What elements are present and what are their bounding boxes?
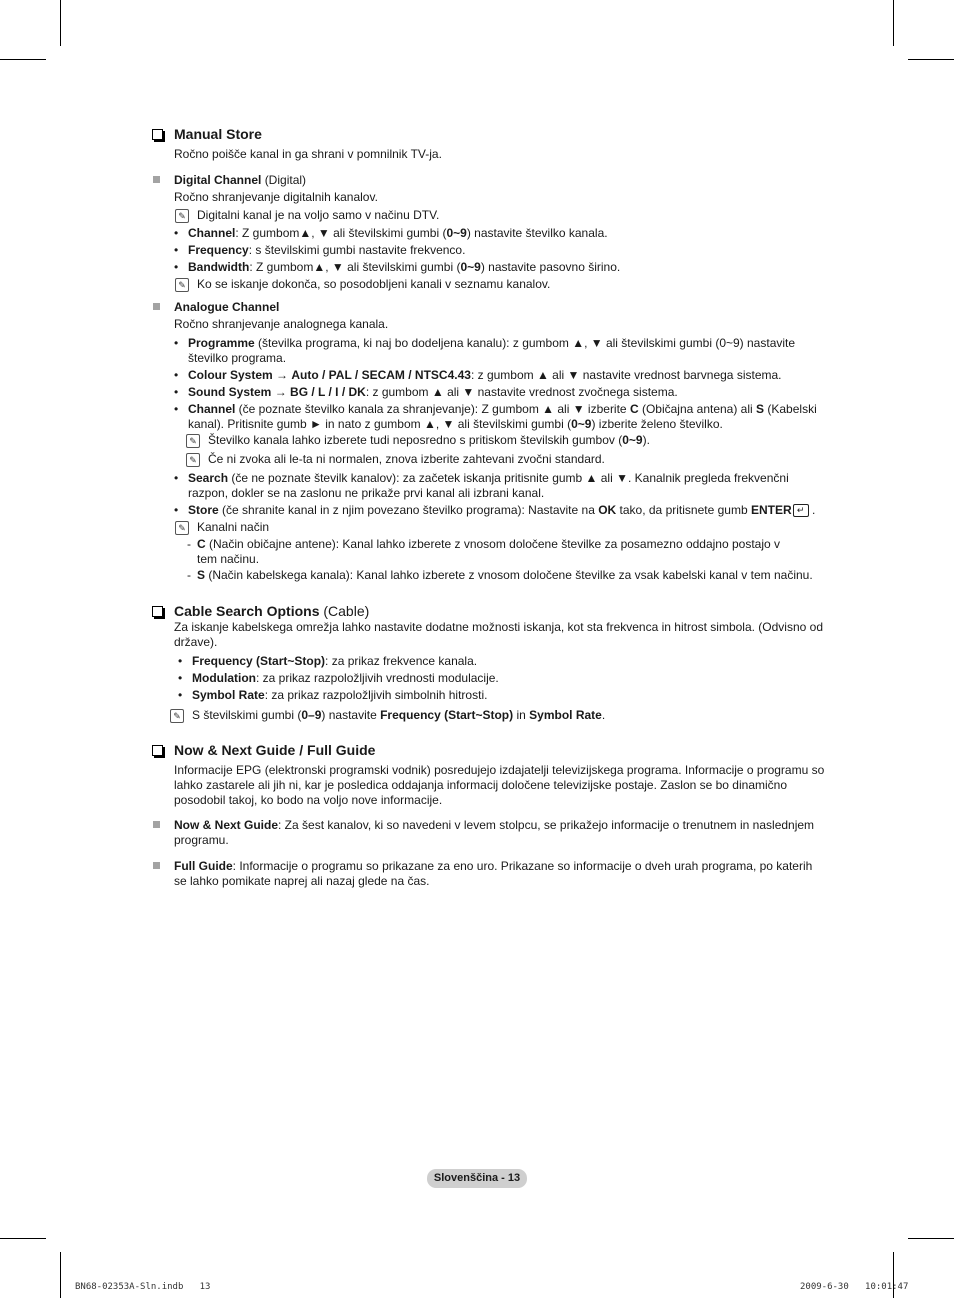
bullet-symbol-rate: • Symbol Rate: za prikaz razpoložljivih simbolnih hitrosti. [178, 688, 488, 702]
checkbox-square-icon [152, 745, 163, 756]
imprint-file: BN68-02353A-Sln.indb 13 [75, 1282, 211, 1292]
section-manual-store-heading: Manual Store [152, 126, 262, 143]
crop-mark [908, 59, 954, 60]
square-bullet-icon [153, 862, 160, 869]
full-guide-item: Full Guide: Informacije o programu so prikazane za eno uro. Prikazane so informacije o dveh urah programa, po katerih se lahko pomikate naprej ali nazaj glede na čas. [174, 859, 813, 888]
cable-search-desc: Za iskanje kabelskega omrežja lahko nastavite dodatne možnosti iskanja, kot sta frekvenca in hitrost simbola. (Odvisno od države). [174, 620, 823, 649]
digital-note-2: ✎ Ko se iskanje dokonča, so posodobljeni kanali v seznamu kanalov. [197, 277, 550, 292]
enter-icon: ↵ [793, 504, 809, 517]
channel-note-2: ✎ Če ni zvoka ali le-ta ni normalen, znova izberite zahtevani zvočni standard. [208, 452, 605, 467]
guide-desc: Informacije EPG (elektronski programski vodnik) posredujejo izdajatelji televizijskega programa. Informacije o programu so lahko zastarele ali jih ni, kar je posledica oddajanja informacij določene televizijske postaje. Zaslon se bo dinamično posodobil takoj, ko bodo na voljo nove informacije. [174, 763, 825, 807]
crop-mark [908, 1238, 954, 1239]
note-icon: ✎ [186, 434, 200, 448]
bullet-analogue-channel: • Channel (če poznate številko kanala za shranjevanje): Z gumbom ▲ ali ▼ izberite C (Običajna antena) ali S (Kabelski kanal). Pritisnite gumb ► in nato z gumbom ▲, ▼ ali številskimi gumbi (0~9) izberite želeno številko. [174, 402, 817, 431]
imprint-date: 2009-6-30 10:01:47 [800, 1282, 909, 1292]
channel-mode-note: ✎ Kanalni način [197, 520, 269, 535]
channel-note-1: ✎ Številko kanala lahko izberete tudi neposredno s pritiskom številskih gumbov (0~9). [208, 433, 650, 448]
bullet-search: • Search (če ne poznate številk kanalov): za začetek iskanja pritisnite gumb ▲ ali ▼. Kanalnik pregleda frekvenčni razpon, dokler se na zaslonu ne prikaže prvi kanal ali izbrani kanal. [174, 471, 789, 500]
note-icon: ✎ [170, 709, 184, 723]
now-next-guide-item: Now & Next Guide: Za šest kanalov, ki so navedeni v levem stolpcu, se prikažejo informacije o trenutnem in naslednjem programu. [174, 818, 815, 847]
crop-mark [893, 0, 894, 46]
digital-note: ✎ Digitalni kanal je na voljo samo v načinu DTV. [197, 208, 439, 223]
note-icon: ✎ [175, 278, 189, 292]
bullet-bandwidth: • Bandwidth: Z gumbom▲, ▼ ali številskimi gumbi (0~9) nastavite pasovno širino. [174, 260, 621, 274]
bullet-colour-system: • Colour System → Auto / PAL / SECAM / NTSC4.43: z gumbom ▲ ali ▼ nastavite vrednost barvnega sistema. [174, 368, 782, 382]
analogue-channel-desc: Ročno shranjevanje analognega kanala. [174, 317, 389, 331]
section-cable-search-heading: Cable Search Options (Cable) [152, 603, 369, 620]
digital-channel-heading: Digital Channel (Digital) [174, 173, 307, 187]
bullet-store: • Store (če shranite kanal in z njim povezano številko programa): Nastavite na OK tako, da pritisnete gumb ENTER ↵ . [174, 503, 816, 517]
bullet-programme: • Programme (številka programa, ki naj bo dodeljena kanalu): z gumbom ▲, ▼ ali številskimi gumbi (0~9) nastavite številko programa. [174, 336, 796, 365]
note-icon: ✎ [175, 209, 189, 223]
checkbox-square-icon [152, 606, 163, 617]
dash-item-s: - S (Način kabelskega kanala): Kanal lahko izberete z vnosom določene številke za vsak kabelski kanal v tem načinu. [187, 568, 813, 582]
crop-mark [60, 1252, 61, 1298]
checkbox-square-icon [152, 129, 163, 140]
cable-note: ✎ S številskimi gumbi (0–9) nastavite Frequency (Start~Stop) in Symbol Rate. [192, 708, 605, 723]
analogue-channel-heading: Analogue Channel [174, 300, 280, 314]
bullet-modulation: • Modulation: za prikaz razpoložljivih vrednosti modulacije. [178, 671, 499, 685]
crop-mark [0, 59, 46, 60]
dash-item-c: - C (Način običajne antene): Kanal lahko izberete z vnosom določene številke za posamezno oddajno postajo v tem načinu. [187, 537, 781, 566]
bullet-channel: • Channel: Z gumbom▲, ▼ ali številskimi gumbi (0~9) nastavite številko kanala. [174, 226, 608, 240]
square-bullet-icon [153, 303, 160, 310]
bullet-frequency-start-stop: • Frequency (Start~Stop): za prikaz frekvence kanala. [178, 654, 478, 668]
section-guide-heading: Now & Next Guide / Full Guide [152, 742, 375, 759]
square-bullet-icon [153, 176, 160, 183]
bullet-sound-system: • Sound System → BG / L / I / DK: z gumbom ▲ ali ▼ nastavite vrednost zvočnega sistema. [174, 385, 678, 399]
note-icon: ✎ [175, 521, 189, 535]
crop-mark [60, 0, 61, 46]
manual-store-desc: Ročno poišče kanal in ga shrani v pomnilnik TV-ja. [174, 147, 442, 161]
crop-mark [0, 1238, 46, 1239]
digital-channel-desc: Ročno shranjevanje digitalnih kanalov. [174, 190, 378, 204]
page-number-badge: Slovenščina - 13 [427, 1169, 527, 1188]
bullet-frequency: • Frequency: s številskimi gumbi nastavite frekvenco. [174, 243, 466, 257]
square-bullet-icon [153, 821, 160, 828]
note-icon: ✎ [186, 453, 200, 467]
